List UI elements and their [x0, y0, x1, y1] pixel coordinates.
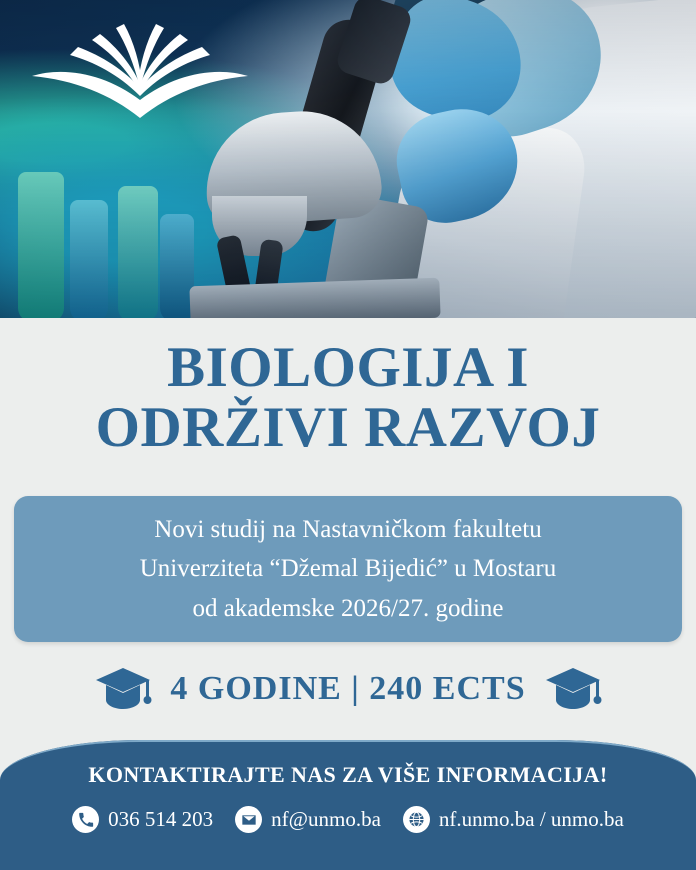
title-line-2: ODRŽIVI RAZVOJ — [95, 396, 601, 460]
contact-list — [0, 806, 696, 833]
contact-email-value: nf@unmo.ba — [271, 807, 381, 831]
subtitle-line-3: od akademske 2026/27. godine — [192, 594, 504, 622]
ects-row — [0, 664, 696, 714]
phone-icon — [72, 806, 99, 833]
ects-label: 4 GODINE | 240 ECTS — [170, 670, 526, 707]
contact-website[interactable] — [403, 806, 624, 833]
globe-icon — [403, 806, 430, 833]
footer-border — [0, 740, 696, 870]
contact-website-value: nf.unmo.ba / unmo.ba — [438, 807, 624, 831]
subtitle-line-2: Univerziteta “Džemal Bijedić” u Mostaru — [139, 555, 557, 583]
page-title — [0, 338, 696, 459]
graduation-cap-icon — [544, 664, 602, 714]
title-line-1: BIOLOGIJA I — [167, 336, 529, 399]
contact-phone-value: 036 514 203 — [108, 807, 214, 831]
graduation-cap-icon — [94, 664, 152, 714]
contact-email[interactable] — [235, 806, 381, 833]
open-book-logo — [14, 22, 266, 127]
hero-photo — [0, 0, 696, 318]
subtitle-line-1: Novi studij na Nastavničkom fakultetu — [154, 516, 542, 544]
footer-headline: KONTAKTIRAJTE NAS ZA VIŠE INFORMACIJA! — [88, 762, 608, 787]
contact-phone[interactable] — [72, 806, 213, 833]
subtitle-box — [14, 496, 682, 642]
envelope-icon — [235, 806, 262, 833]
footer — [0, 740, 696, 870]
